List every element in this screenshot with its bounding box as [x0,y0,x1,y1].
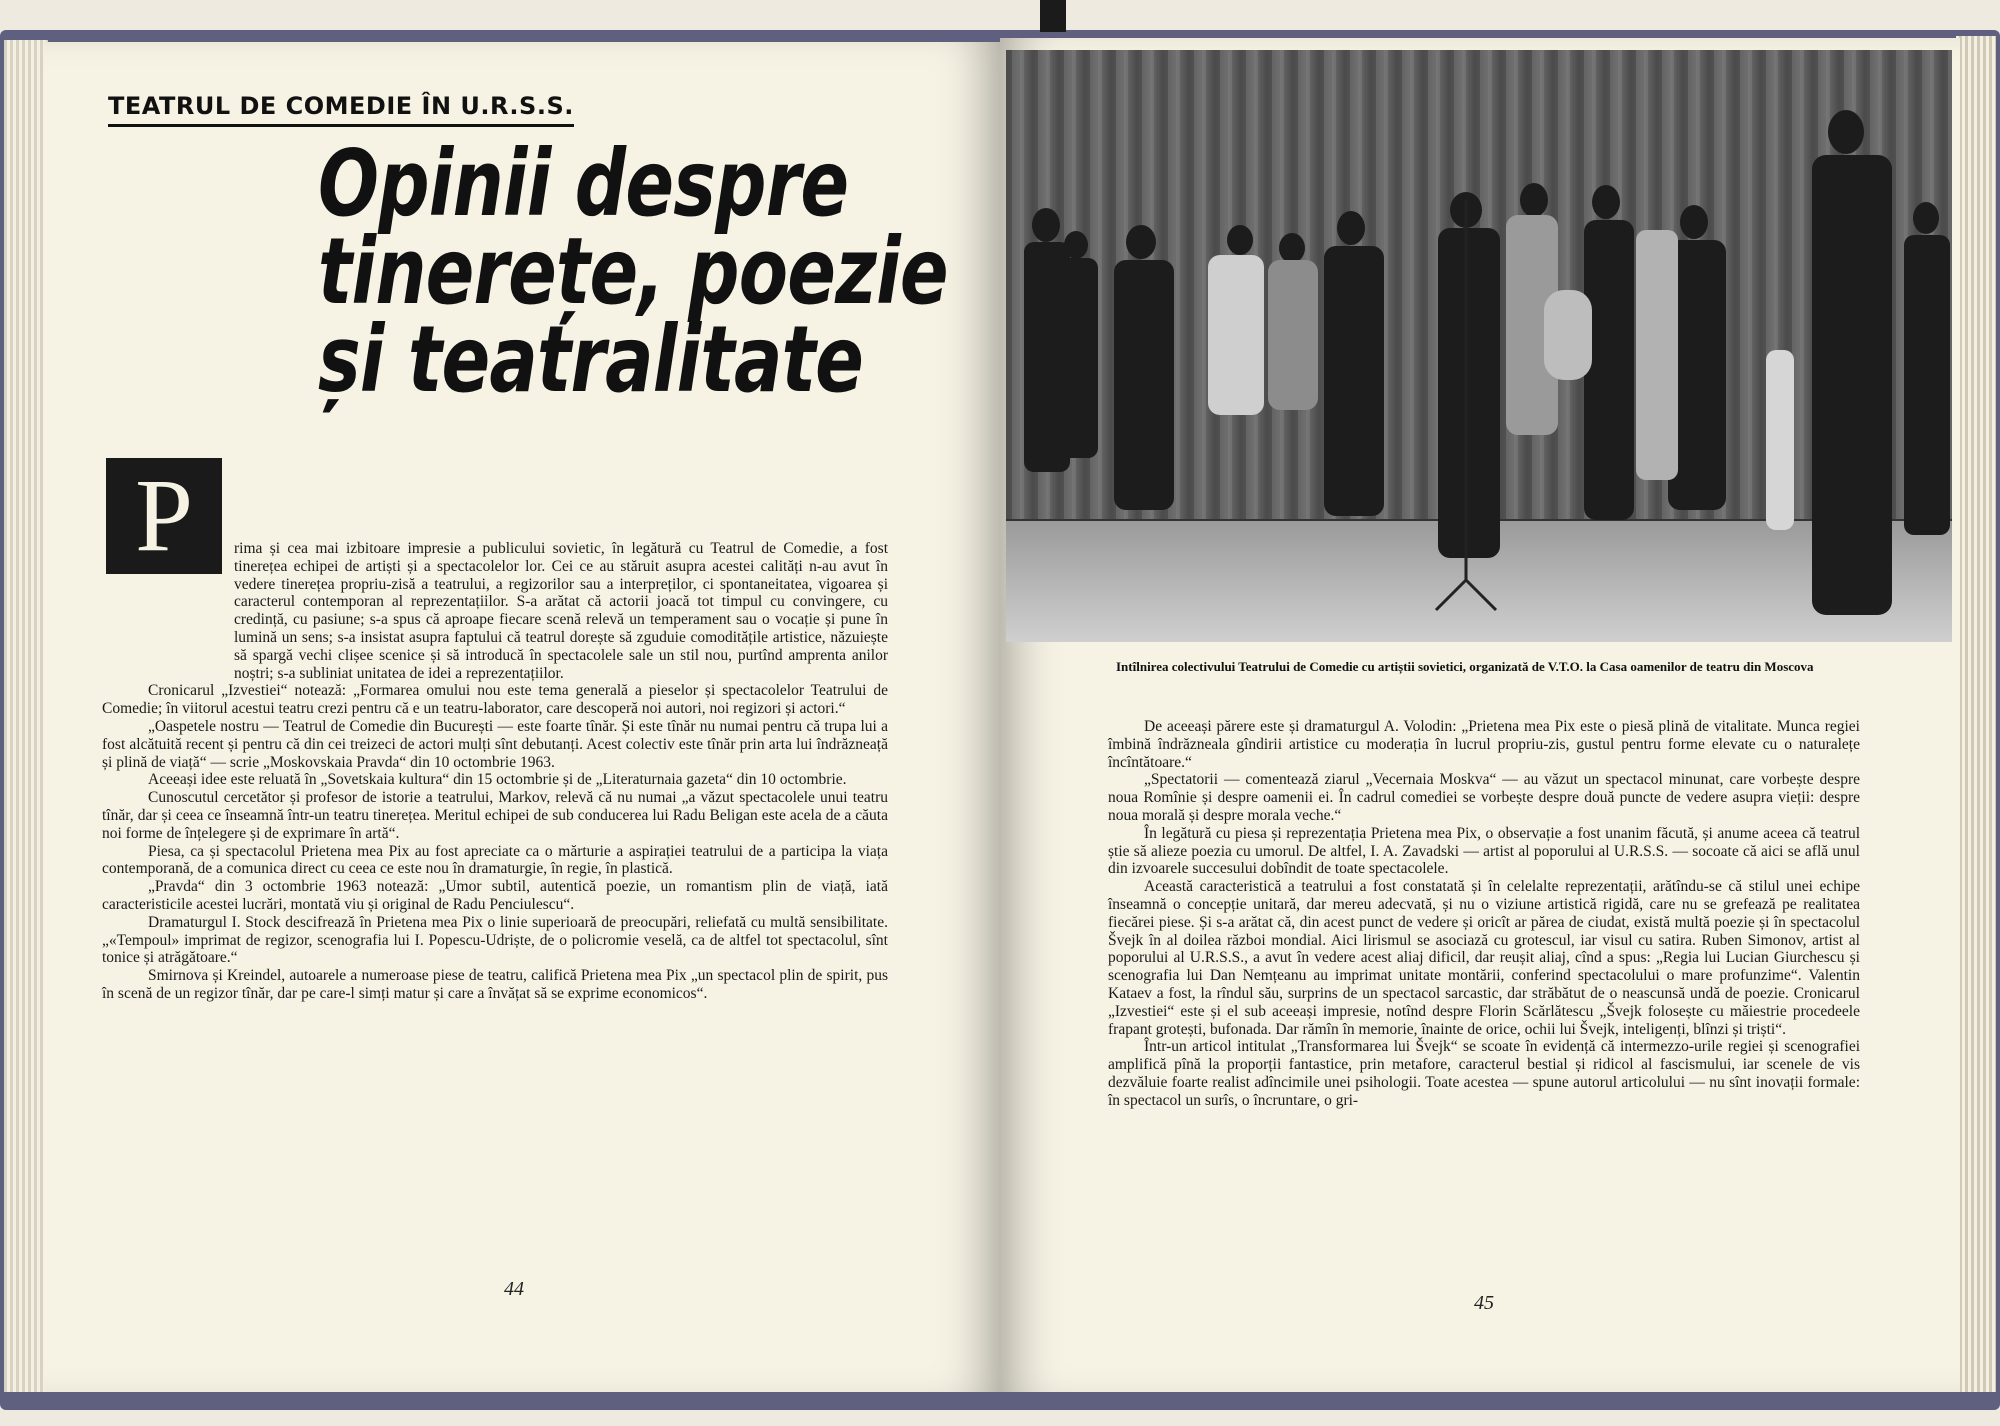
paragraph: Cronicarul „Izvestiei“ notează: „Formarea omului nou este tema generală a pieselor și spectacolelor Teatrului de Comedie; în viitorul acestui teatru crezi pentru că e un teatru-laborator, care descoperă noi autori, noi regizori și actori.“ [102,682,888,718]
paragraph: „Oaspetele nostru — Teatrul de Comedie din București — este foarte tînăr. Și este tînăr nu numai pentru că trupa lui a fost alcătuită recent și pentru că din cei treizeci de actori mulți sînt debutanți. Acest colectiv este tînăr prin arta lui îndrăzneață și plină de viață“ — scrie „Moskovskaia Pravda“ din 10 octombrie 1963. [102,717,888,771]
paragraph: Smirnova și Kreindel, autoarele a numeroase piese de teatru, califică Prietena mea Pix „un spectacol plin de spirit, pus în scenă de un regizor tînăr, dar pe care-l simți matur și care a învățat să se exprime economicos“. [102,967,888,1002]
photograph [1006,50,1952,642]
page-edges-right [1956,36,1996,1392]
paragraph: Într-un articol intitulat „Transformarea lui Švejk“ se scoate în evidență că intermezzo-urile regiei și scenografiei amplifică pînă la proporții fantastice, prin metafore, caracterul bestial și ridicol al fascismului, iar scenele de vis dezvăluie foarte realist adîncimile unei psihologii. Toate acestea — spune autorul articolului — nu sînt inovații formale: în spectacol un surîs, o încruntare, o gri- [1108,1038,1860,1109]
left-column-text [102,540,888,1003]
paragraph: Dramaturgul I. Stock descifrează în Prietena mea Pix o linie superioară de preocupări, reliefată cu multă sensibilitate. „«Tempoul» imprimat de regizor, scenografia lui I. Popescu-Udriște, de o policromie veselă, ca de altfel tot spectacolul, sînt tonice și atrăgătoare.“ [102,913,888,967]
right-column-text [1108,718,1860,1110]
paragraph: „Spectatorii — comentează ziarul „Vecernaia Moskva“ — au văzut un spectacol minunat, care vorbește despre noua Romînie și despre oamenii ei. În cadrul comediei se vorbește despre două puncte de vedere asupra vieții: despre noua morală și despre morala veche.“ [1108,771,1860,824]
paragraph: Piesa, ca și spectacolul Prietena mea Pix au fost apreciate ca o mărturie a aspirației teatrului de a participa la viața contemporană, de a comunica direct cu ceea ce este nou în dramaturgie, în regie, în plastică. [102,842,888,878]
page-number-right: 45 [1474,1292,1494,1314]
ribbon-bookmark [1040,0,1066,32]
paragraph: rima și cea mai izbitoare impresie a publicului sovietic, în legătură cu Teatrul de Comedie, a fost tinerețea echipei de artiști și a spectacolelor lor. Cei ce au stăruit asupra acestei calități n-au avut în vedere tinerețea propriu-zisă a teatrului, a regizorilor sau a interpreților, ci spontaneitatea, vigoarea și caracterul contemporan al reprezentațiilor. S-a arătat că actorii joacă tot timpul cu convingere, cu credință, cu pasiune; s-a spus că aproape fiecare scenă relevă un temperament sau o vocație și pune în lumină un sens; s-a insistat asupra faptului că teatrul dorește să zguduie comoditățile artistice, năzuiește să spargă vechi clișee scenice și să introducă în spectacolele sale un stil nou, purtînd amprenta anilor noștri; s-a subliniat unitatea de idei a reprezentațiilor. [234,540,888,682]
title-line-3: și teatralitate [318,306,864,413]
paragraph: „Pravda“ din 3 octombrie 1963 notează: „Umor subtil, autentică poezie, un romantism plin de viață, iată caracteristicile acestei lucrări, montată viu și original de Radu Penciulescu“. [102,878,888,913]
title-line-1: Opinii despre [318,130,849,237]
page-edges-left [4,40,48,1392]
paragraph: Această caracteristică a teatrului a fost constatată și în celelalte reprezentații, arătîndu-se că stilul unei echipe înseamnă o concepție unitară, dar mereu adecvată, și nu o viziune artistică rigidă, care nu se grefează pe realitatea fiecărei piese. Și s-a arătat că, din acest punct de vedere și oricît ar părea de ciudat, există multă poezie și în spectacolul Švejk în al doilea război mondial. Aici lirismul se asociază cu grotescul, iar visul cu satira. Ruben Simonov, artist al poporului al U.R.S.S., a avut în vedere acest aliaj dificil, dar reușit aliaj, cînd a spus: „Regia lui Lucian Giurchescu și scenografia lui Dan Nemțeanu au imprimat unitate montării, conferind spectacolului o mare profunzime“. Valentin Kataev a fost, la rîndul său, surprins de un spectacol sarcastic, dar străbătut de o neascunsă undă de poezie. Cronicarul „Izvestiei“ este și el sub aceeași impresie, notînd despre Florin Scărlătescu „Švejk folosește cu măiestrie procedeele frapant grotești, bufonada. Dar rămîn în memorie, înainte de orice, ochii lui Švejk, inteligenți, blînzi și triști“. [1108,878,1860,1038]
drop-cap: P [106,458,222,574]
photo-caption: Intîlnirea colectivului Teatrului de Comedie cu artiștii sovietici, organizată de V.T.O. la Casa oamenilor de teatru din Moscova [1116,659,1814,674]
paragraph: În legătură cu piesa și reprezentația Prietena mea Pix, o observație a fost unanim făcută, și anume aceea că teatrul știe să alieze poezia cu umorul. De altfel, I. A. Zavadski — artist al poporului al U.R.S.S. — socoate că aici se află unul din izvoarele succesului dobîndit de toate spectacolele. [1108,824,1860,878]
section-label: TEATRUL DE COMEDIE ÎN U.R.S.S. [108,92,574,127]
title-line-2: tinerețe, poezie [318,218,948,325]
paragraph: Aceeași idee este reluată în „Sovetskaia kultura“ din 15 octombrie și de „Literaturnaia gazeta“ din 10 octombrie. [148,771,847,789]
paragraph: De aceeași părere este și dramaturgul A. Volodin: „Prietena mea Pix este o piesă plină de vitalitate. Munca regiei îmbină îndrăzneala gîndirii artistice cu moderația în lucrul propriu-zis, gustul pentru forme elevate cu o naturalețe încîntătoare.“ [1108,718,1860,771]
page-number-left: 44 [504,1278,524,1300]
photo-illustration [1006,50,1952,642]
article-title [318,130,948,413]
paragraph: Cunoscutul cercetător și profesor de istorie a teatrului, Markov, relevă că nu numai „a văzut spectacolele unui teatru tînăr, dar și ceea ce înseamnă într-un teatru tinerețea. Meritul echipei de sub conducerea lui Radu Beligan este acela de a căuta noi forme de înțelegere și de exprimare în artă“. [102,789,888,842]
